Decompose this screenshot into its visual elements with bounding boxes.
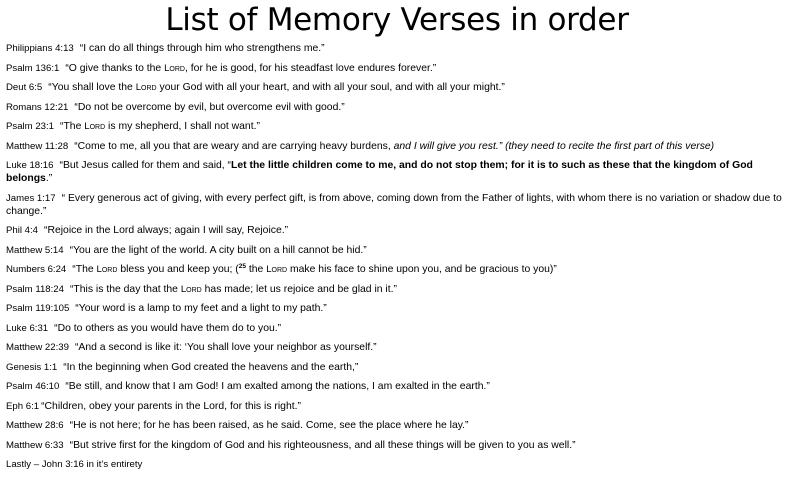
verse-text: “Be still, and know that I am God! I am exalted among the nations, I am exalted in the earth.” [65,381,490,392]
verse-reference: Phil 4:4 [6,225,38,236]
verse-text: “In the beginning when God created the heavens and the earth,” [63,361,359,373]
verse-text: “Do not be overcome by evil, but overcome evil with good.” [74,101,345,113]
verse-text: “Your word is a lamp to my feet and a light to my path.” [75,303,327,314]
verse-item [6,341,792,354]
verse-text: “Come to me, all you that are weary and are carrying heavy burdens, [74,140,394,152]
verse-list [6,42,792,478]
verse-item [6,42,792,55]
verse-reference: Psalm 23:1 [6,121,54,132]
verse-item [6,224,792,237]
verse-reference: Numbers 6:24 [6,264,67,275]
verse-reference: Psalm 119:105 [6,303,70,314]
page-title: List of Memory Verses in order [165,2,629,38]
lord-small-caps: Lord [266,264,288,275]
verse-text: “You are the light of the world. A city built on a hill cannot be hid.” [69,244,367,256]
lord-small-caps: Lord [96,264,118,275]
verse-text: has made; let us rejoice and be glad in it.” [201,283,397,295]
verse-text: “But Jesus called for them and said, “ [59,160,232,171]
verse-text: “He is not here; for he has been raised, as he said. Come, see the place where he lay.” [69,420,469,431]
verse-text: “But strive first for the kingdom of God and his righteousness, and all these things will be given to you as well.” [69,439,576,451]
verse-bold-text: Let the little children come to me, and do not stop them; for it is to such as these that the kingdom of God belongs [6,160,753,184]
verse-item [6,380,792,393]
verse-reference: Romans 12:21 [6,101,69,113]
verse-item [6,302,792,315]
verse-item [6,361,792,374]
verse-text: bless you and keep you; ( [117,264,239,275]
verse-item [6,101,792,114]
verse-text: “This is the day that the [69,283,181,295]
verse-reference: Matthew 11:28 [6,140,69,152]
verse-text: “ Every generous act of giving, with every perfect gift, is from above, coming down from the Father of lights, with whom there is no variation or shadow due to change.” [6,192,782,217]
verse-item [6,400,792,413]
verse-text: your God with all your heart, and with all your soul, and with all your might.” [156,82,505,93]
verse-item [6,192,792,218]
verse-reference: Genesis 1:1 [6,361,58,373]
verse-reference: Deut 6:5 [6,82,43,93]
verse-text: “I can do all things through him who strengthens me.” [79,43,325,54]
verse-item [6,263,792,276]
lord-small-caps: Lord [84,121,106,132]
verse-text: “And a second is like it: ‘You shall love your neighbor as yourself.” [74,342,377,353]
verse-item [6,62,792,75]
closing-note: Lastly – John 3:16 in it’s entirety [6,459,143,470]
verse-text: “You shall love the [48,82,136,93]
lord-small-caps: Lord [180,283,202,295]
verse-reference: Luke 6:31 [6,322,49,334]
verse-item [6,283,792,296]
verse-reference: Matthew 22:39 [6,342,69,353]
verse-text: , for he is good, for his steadfast love endures forever.” [185,62,437,74]
verse-text: “O give thanks to the [65,62,165,74]
verse-reference: Psalm 136:1 [6,62,60,74]
verse-text: “The [60,121,85,132]
verse-reference: James 1:17 [6,192,56,204]
verse-reference: Luke 18:16 [6,160,54,171]
verse-text: “Rejoice in the Lord always; again I will say, Rejoice.” [44,225,289,236]
verse-italic-text: and I will give you rest.” (they need to recite the first part of this verse) [393,140,715,152]
verse-number: 25 [238,263,246,270]
verse-item [6,439,792,452]
verse-text: “The [72,264,97,275]
verse-item [6,458,792,471]
verse-reference: Eph 6:1 [6,400,40,412]
verse-reference: Philippians 4:13 [6,43,74,54]
verse-text: “Do to others as you would have them do to you.” [54,322,282,334]
lord-small-caps: Lord [135,82,157,93]
verse-item [6,81,792,94]
verse-item [6,322,792,335]
verse-text: make his face to shine upon you, and be gracious to you)” [287,264,557,275]
verse-reference: Matthew 5:14 [6,244,64,256]
verse-reference: Matthew 6:33 [6,439,64,451]
verse-reference: Matthew 28:6 [6,420,64,431]
verse-item [6,244,792,257]
verse-text: the [245,264,267,275]
verse-item [6,120,792,133]
verse-item [6,140,792,153]
verse-reference: Psalm 46:10 [6,381,60,392]
verse-reference: Psalm 118:24 [6,283,64,295]
verse-item [6,159,792,185]
verse-text: .” [45,173,53,184]
verse-item [6,419,792,432]
verse-text: “Children, obey your parents in the Lord, for this is right.” [41,400,301,412]
verse-text: is my shepherd, I shall not want.” [105,121,260,132]
lord-small-caps: Lord [164,62,185,74]
